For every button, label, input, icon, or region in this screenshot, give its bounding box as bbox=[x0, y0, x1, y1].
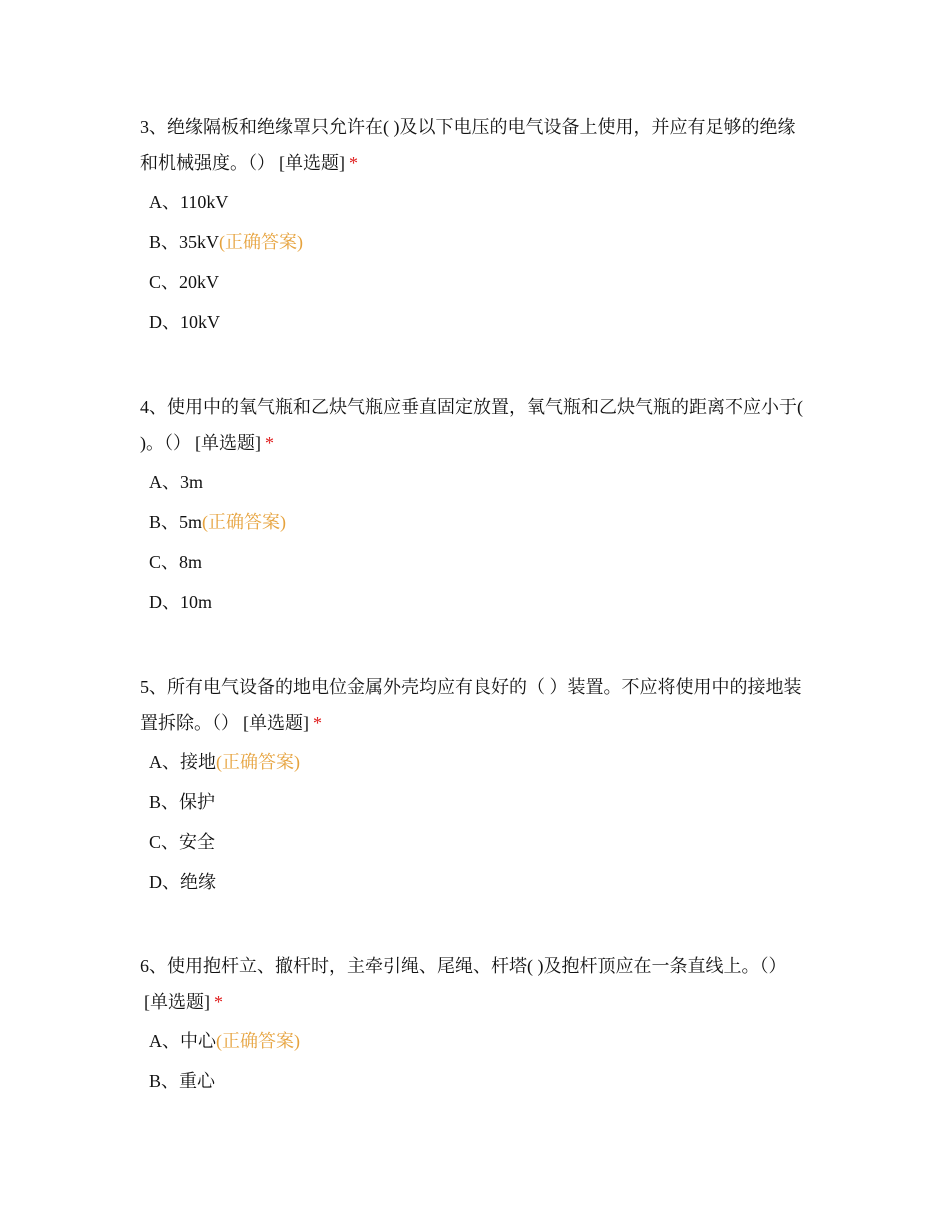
required-marker: * bbox=[214, 992, 223, 1012]
required-marker: * bbox=[349, 153, 358, 173]
question-stem: 3、绝缘隔板和绝缘罩只允许在( )及以下电压的电气设备上使用，并应有足够的绝缘和机械强度。（） bbox=[140, 117, 796, 173]
question-text bbox=[140, 669, 810, 741]
question-text bbox=[140, 948, 810, 1020]
option-d[interactable] bbox=[149, 591, 810, 613]
option-d[interactable] bbox=[149, 311, 810, 333]
option-b[interactable] bbox=[149, 231, 810, 253]
required-marker: * bbox=[265, 433, 274, 453]
question-4 bbox=[140, 389, 810, 631]
option-a[interactable] bbox=[149, 191, 810, 213]
correct-answer-tag: (正确答案) bbox=[219, 232, 304, 252]
option-label: A、3m bbox=[149, 472, 203, 492]
option-a[interactable] bbox=[149, 1030, 810, 1052]
option-label: B、5m bbox=[149, 512, 203, 532]
option-label: D、绝缘 bbox=[149, 872, 216, 892]
option-a[interactable] bbox=[149, 751, 810, 773]
option-b[interactable] bbox=[149, 1070, 810, 1092]
option-label: A、110kV bbox=[149, 192, 229, 212]
question-type-label: [单选题] bbox=[144, 992, 210, 1012]
option-d[interactable] bbox=[149, 871, 810, 893]
correct-answer-tag: (正确答案) bbox=[216, 752, 300, 772]
question-type-label: [单选题] bbox=[243, 713, 309, 733]
option-label: B、重心 bbox=[149, 1071, 216, 1091]
option-label: B、保护 bbox=[149, 792, 216, 812]
option-label: B、35kV bbox=[149, 232, 220, 252]
question-stem: 4、使用中的氧气瓶和乙炔气瓶应垂直固定放置，氧气瓶和乙炔气瓶的距离不应小于( )。（） bbox=[140, 397, 803, 453]
question-5 bbox=[140, 669, 810, 911]
question-text bbox=[140, 389, 810, 461]
option-c[interactable] bbox=[149, 831, 810, 853]
correct-answer-tag: (正确答案) bbox=[216, 1031, 300, 1051]
option-label: C、8m bbox=[149, 552, 203, 572]
option-label: A、中心 bbox=[149, 1031, 216, 1051]
option-label: C、20kV bbox=[149, 272, 220, 292]
option-label: A、接地 bbox=[149, 752, 216, 772]
option-list bbox=[140, 751, 810, 893]
option-list bbox=[140, 1030, 810, 1092]
question-6 bbox=[140, 948, 810, 1110]
question-stem: 5、所有电气设备的地电位金属外壳均应有良好的（ ）装置。不应将使用中的接地装置拆除。（） bbox=[140, 677, 802, 733]
option-c[interactable] bbox=[149, 271, 810, 293]
question-type-label: [单选题] bbox=[279, 153, 345, 173]
option-a[interactable] bbox=[149, 471, 810, 493]
option-list bbox=[140, 191, 810, 333]
option-c[interactable] bbox=[149, 551, 810, 573]
option-b[interactable] bbox=[149, 511, 810, 533]
question-stem: 6、使用抱杆立、撤杆时，主牵引绳、尾绳、杆塔( )及抱杆顶应在一条直线上。（） bbox=[140, 956, 787, 976]
option-list bbox=[140, 471, 810, 613]
option-label: C、安全 bbox=[149, 832, 216, 852]
option-label: D、10m bbox=[149, 592, 212, 612]
required-marker: * bbox=[313, 713, 322, 733]
option-label: D、10kV bbox=[149, 312, 220, 332]
option-b[interactable] bbox=[149, 791, 810, 813]
question-type-label: [单选题] bbox=[195, 433, 261, 453]
question-text bbox=[140, 109, 810, 181]
correct-answer-tag: (正确答案) bbox=[202, 512, 287, 532]
question-3 bbox=[140, 109, 810, 351]
